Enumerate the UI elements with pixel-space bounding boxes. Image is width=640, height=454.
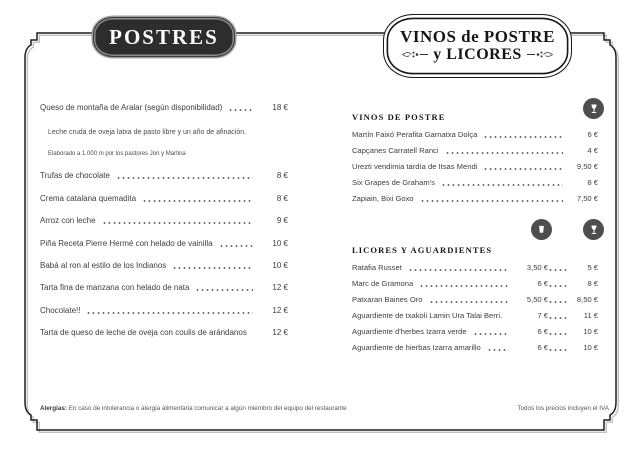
menu-entry <box>40 328 288 337</box>
allergy-note <box>40 405 347 412</box>
item-name: Urezti vendimia tardía de Itsas Mendi <box>352 162 478 171</box>
dot-leader <box>548 268 568 271</box>
item-price-small-glass: 3,50 € <box>526 263 548 272</box>
item-name: Arroz con leche <box>40 216 96 226</box>
dot-leader <box>228 108 253 111</box>
vinos-section-title: VINOS DE POSTRE <box>352 112 446 122</box>
menu-item-row <box>352 279 598 288</box>
item-price-large-glass: 8 € <box>587 279 598 288</box>
item-price: 8 € <box>587 178 598 187</box>
dot-leader <box>142 199 253 202</box>
dot-leader <box>445 151 563 154</box>
vat-note: Todos los precios incluyen el IVA <box>517 405 609 412</box>
menu-item-row <box>40 239 288 248</box>
item-notes <box>40 129 288 158</box>
drinks-column <box>352 100 598 359</box>
dot-leader <box>408 268 509 271</box>
item-price: 4 € <box>587 146 598 155</box>
item-price-small-glass: 5,50 € <box>526 295 548 304</box>
dot-leader <box>419 284 509 287</box>
item-price: 8 € <box>276 193 288 203</box>
item-name: Tarta fina de manzana con helado de nata <box>40 283 190 293</box>
menu-item-row <box>352 194 598 203</box>
dot-leader <box>116 176 253 179</box>
dot-leader <box>420 199 563 202</box>
dot-leader <box>473 332 509 335</box>
menu-item-row <box>352 295 598 304</box>
dot-leader <box>86 311 253 314</box>
vine-ornament-icon <box>402 50 428 59</box>
wine-glass-icon <box>583 219 604 240</box>
item-price: 10 € <box>272 238 288 248</box>
dot-leader <box>548 300 568 303</box>
item-note: Elaborado a 1.000 m por los pastores Jon y Martina <box>48 151 186 157</box>
item-price-large-glass: 10 € <box>583 327 598 336</box>
menu-item-row <box>352 162 598 171</box>
dot-leader <box>548 316 568 319</box>
item-price-large-glass: 10 € <box>583 343 598 352</box>
menu-item-row <box>352 178 598 187</box>
menu-item-row <box>40 306 288 315</box>
vinos-title-line2: y LICORES <box>433 46 522 64</box>
menu-entry <box>40 283 288 292</box>
menu-entry <box>40 171 288 180</box>
vinos-list <box>352 130 598 203</box>
allergy-label: Alergias: <box>40 405 67 412</box>
item-name: Patxaran Baines Oro <box>352 295 423 304</box>
item-price-small-glass: 6 € <box>537 279 548 288</box>
menu-item-row <box>40 328 288 337</box>
menu-item-row <box>352 343 598 352</box>
menu-entry <box>40 103 288 158</box>
wine-glass-icon <box>583 98 604 119</box>
dot-leader <box>483 167 563 170</box>
dot-leader <box>487 348 509 351</box>
item-price-large-glass: 5 € <box>587 263 598 272</box>
dot-leader <box>172 266 253 269</box>
dot-leader <box>429 300 510 303</box>
postres-column <box>40 103 288 351</box>
item-price-large-glass: 11 € <box>583 311 598 320</box>
dot-leader <box>508 316 509 319</box>
dot-leader <box>441 183 563 186</box>
item-price-small-glass: 7 € <box>537 311 548 320</box>
item-price-large-glass: 8,50 € <box>576 295 598 304</box>
menu-item-row <box>352 327 598 336</box>
menu-item-row <box>40 261 288 270</box>
dot-leader <box>102 221 253 224</box>
vinos-title-line1: VINOS de POSTRE <box>400 27 555 47</box>
licores-list <box>352 263 598 352</box>
item-price: 10 € <box>272 260 288 270</box>
item-price: 9 € <box>276 216 288 226</box>
item-price: 6 € <box>587 130 598 139</box>
item-name: Aguardiente de txakoli Lamin Ura Talai Berri. <box>352 311 503 320</box>
item-price: 7,50 € <box>576 194 598 203</box>
item-price: 8 € <box>276 171 288 181</box>
menu-item-row <box>40 103 288 112</box>
item-name: Tarta de queso de leche de oveja con coulis de arándanos <box>40 328 247 338</box>
item-name: Aguardiente de hierbas Izarra amarillo <box>352 343 481 352</box>
menu-item-row <box>40 216 288 225</box>
item-price-small-glass: 6 € <box>537 343 548 352</box>
menu-entry <box>40 216 288 225</box>
licores-section-title: LICORES Y AGUARDIENTES <box>352 245 493 255</box>
item-name: Ratafia Russet <box>352 263 402 272</box>
allergy-text: En caso de intolerancia o alergia alimentaria comunicar a algún miembro del equipo del restaurante <box>68 405 347 412</box>
vinos-header-badge <box>383 14 572 78</box>
item-name: Babá al ron al estilo de los Indianos <box>40 260 167 270</box>
item-name: Chocolate!! <box>40 305 81 315</box>
item-note: Leche cruda de oveja latxa de pasto libre y un año de afinación. <box>48 129 247 136</box>
menu-item-row <box>40 283 288 292</box>
dot-leader <box>219 244 253 247</box>
item-name: Marc de Gramona <box>352 279 414 288</box>
postres-header-badge <box>93 17 235 57</box>
vine-ornament-icon <box>527 50 553 59</box>
menu-entry <box>40 239 288 248</box>
item-name: Zapiain, Bixi Goxo <box>352 194 414 203</box>
item-price: 18 € <box>272 103 288 112</box>
item-price: 12 € <box>272 328 288 338</box>
item-name: Crema catalana quemadita <box>40 193 137 203</box>
item-price-small-glass: 6 € <box>537 327 548 336</box>
licores-price-icons <box>352 219 604 240</box>
menu-entry <box>40 261 288 270</box>
item-name: Aguardiente d'herbes Izarra verde <box>352 327 467 336</box>
dot-leader <box>548 332 568 335</box>
menu-item-row <box>40 171 288 180</box>
item-name: Capçanes Carratell Ranci <box>352 146 439 155</box>
item-price: 12 € <box>272 283 288 293</box>
item-name: Queso de montaña de Aralar (según disponibilidad) <box>40 103 223 112</box>
dot-leader <box>195 288 253 291</box>
menu-item-row <box>352 130 598 139</box>
menu-item-row <box>40 194 288 203</box>
menu-item-row <box>352 311 598 320</box>
item-price: 9,50 € <box>576 162 598 171</box>
menu-entry <box>40 306 288 315</box>
item-name: Six Grapes de Graham's <box>352 178 435 187</box>
shot-glass-icon <box>531 219 552 240</box>
postres-title: POSTRES <box>109 24 219 49</box>
item-price: 12 € <box>272 305 288 315</box>
item-name: Martín Faixó Perafita Garnatxa Dolça <box>352 130 478 139</box>
item-name: Piña Receta Pierre Hermé con helado de vainilla <box>40 238 213 248</box>
item-name: Trufas de chocolate <box>40 171 110 181</box>
dot-leader <box>548 348 568 351</box>
menu-item-row <box>352 146 598 155</box>
menu-entry <box>40 194 288 203</box>
dot-leader <box>548 284 568 287</box>
dot-leader <box>483 135 563 138</box>
menu-item-row <box>352 263 598 272</box>
